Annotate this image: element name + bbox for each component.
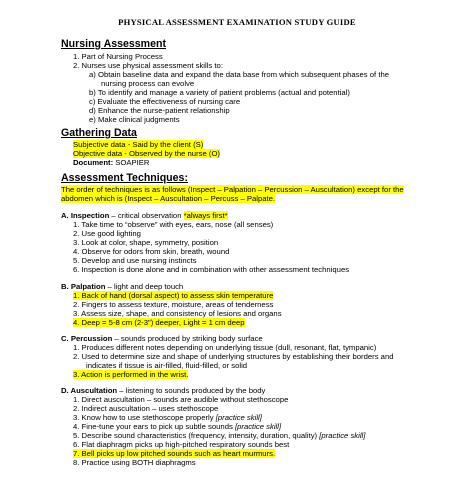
practice-skill-note: [practice skill] [215,413,262,422]
nursing-assessment-heading: Nursing Assessment [61,38,166,50]
subjective-data-text: Subjective data - Said by the client (S) [73,140,204,149]
objective-data-text: Objective data - Observed by the nurse (O) [73,149,220,158]
list-item: 5. Develop and use nursing instincts [73,256,197,265]
inspection-note: *always first* [183,211,228,220]
list-item [73,431,365,440]
list-item: 8. Practice using BOTH diaphragms [73,458,196,467]
document-title: PHYSICAL ASSESSMENT EXAMINATION STUDY GUIDE [118,17,356,27]
list-item: d) Enhance the nurse-patient relationship [89,106,230,115]
list-item: 1. Take time to “observe” with eyes, ears, nose (all senses) [73,220,274,229]
list-item: 1. Produces different notes depending on underlying tissue (dull, resonant, flat, tympanic) [73,343,377,352]
list-item-text: 5. Describe sound characteristics (frequency, intensity, duration, quality) [73,431,320,440]
percussion-heading [61,334,263,343]
document-line [73,158,149,167]
list-item: 6. Flat diaphragm picks up high-pitched respiratory sounds best [73,440,290,449]
document-label: Document: [73,158,114,167]
list-item: 6. Inspection is done alone and in combination with other assessment techniques [73,265,350,274]
list-item: nursing process can evolve [101,79,195,88]
palpation-label: B. Palpation [61,282,106,291]
list-item: 1. Back of hand (dorsal aspect) to assess skin temperature [73,291,274,300]
list-item: 2. Nurses use physical assessment skills to: [73,61,223,70]
techniques-intro-line: The order of techniques is as follows (Inspect – Palpation – Percussion – Auscultation) except for the [61,185,404,194]
auscultation-heading [61,386,265,395]
list-item: 3. Look at color, shape, symmetry, position [73,238,219,247]
list-item-text: 4. Fine-tune your ears to pick up subtle sounds [73,422,235,431]
list-item: 1. Direct auscultation – sounds are audible without stethoscope [73,395,289,404]
list-item: 2. Indirect auscultation – uses stethoscope [73,404,219,413]
palpation-heading [61,282,183,291]
list-item: 2. Used to determine size and shape of underlying structures by establishing their borders and [73,352,394,361]
list-item [73,413,262,422]
list-item: e) Make clinical judgments [89,115,180,124]
list-item: 3. Assess size, shape, and consistency of lesions and organs [73,309,282,318]
list-item [73,422,281,431]
list-item: 3. Action is performed in the wrist. [73,370,189,379]
inspection-label: A. Inspection [61,211,110,220]
list-item: 4. Deep = 5-8 cm (2-3") deeper, Light = 1 cm deep [73,318,245,327]
percussion-desc: – sounds produced by striking body surface [112,334,263,343]
list-item: 2. Fingers to assess texture, moisture, areas of tenderness [73,300,274,309]
practice-skill-note: [practice skill] [319,431,366,440]
list-item: b) To identify and manage a variety of patient problems (actual and potential) [89,88,350,97]
document-value: SOAPIER [113,158,150,167]
list-item-text: 3. Know how to use stethoscope properly [73,413,216,422]
percussion-label: C. Percussion [61,334,113,343]
inspection-heading [61,211,228,220]
auscultation-desc: – listening to sounds produced by the body [117,386,266,395]
list-item: indicates if tissue is air-filled, fluid-filled, or solid [86,361,248,370]
assessment-techniques-heading: Assessment Techniques: [61,172,188,184]
list-item: 4. Observe for odors from skin, breath, wound [73,247,230,256]
gathering-data-heading: Gathering Data [61,127,137,139]
list-item: c) Evaluate the effectiveness of nursing care [89,97,241,106]
list-item: 1. Part of Nursing Process [73,52,163,61]
auscultation-label: D. Auscultation [61,386,118,395]
inspection-desc: – critical observation [109,211,184,220]
list-item: 2. Use good lighting [73,229,141,238]
techniques-intro-line: abdomen which is (Inspect – Auscultation – Percuss – Palpate. [61,194,276,203]
list-item: 7. Bell picks up low pitched sounds such as heart murmurs. [73,449,276,458]
practice-skill-note: [practice skill] [234,422,282,431]
palpation-desc: – light and deep touch [105,282,184,291]
list-item: a) Obtain baseline data and expand the data base from which subsequent phases of the [89,70,390,79]
